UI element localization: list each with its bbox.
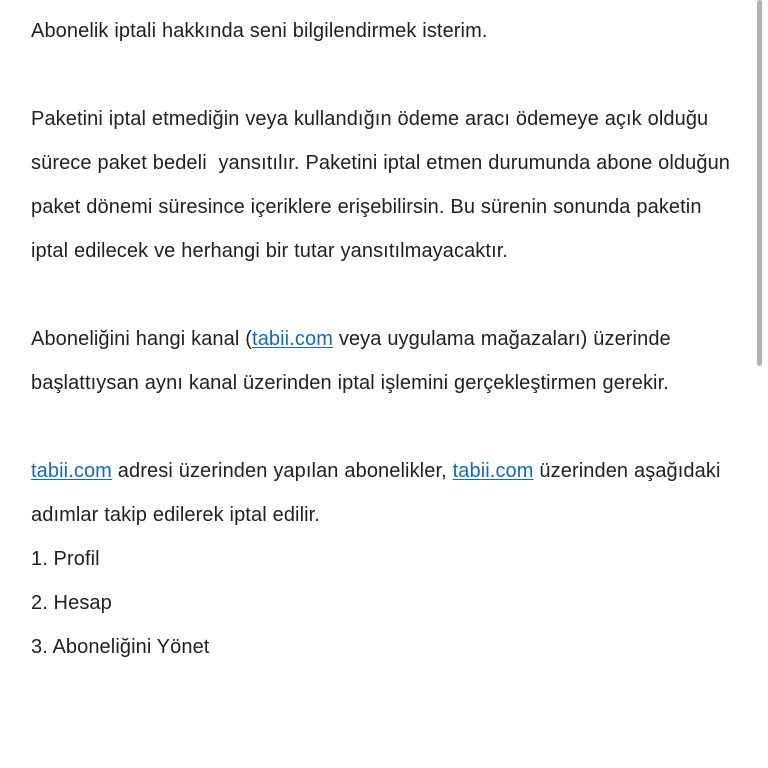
paragraph-billing-info: Paketini iptal etmediğin veya kullandığın ödeme aracı ödemeye açık olduğu sürece paket bedeli yansıtılır. Paketini iptal etmen durumunda abone olduğun paket dönemi süresince içeriklere erişebilirsin. Bu sürenin sonunda paketin iptal edilecek ve herhangi bir tutar yansıtılmayacaktır. bbox=[31, 108, 736, 262]
paragraph-web-cancel-intro: tabii.com adresi üzerinden yapılan abonelikler, tabii.com üzerinden aşağıdaki adımlar takip edilerek iptal edilir. bbox=[31, 460, 727, 526]
cancellation-steps-list bbox=[31, 537, 735, 669]
step-label: Profil bbox=[53, 548, 100, 570]
paragraph-channel-info: Aboneliğini hangi kanal (tabii.com veya uygulama mağazaları) üzerinde başlattıysan aynı kanal üzerinden iptal işlemini gerçekleştirmen gerekir. bbox=[31, 328, 677, 394]
cancellation-step-item bbox=[31, 581, 735, 625]
scrollbar-thumb[interactable] bbox=[757, 0, 762, 366]
step-number: 3. bbox=[31, 636, 53, 658]
paragraph-intro: Abonelik iptali hakkında seni bilgilendirmek isterim. bbox=[31, 20, 488, 42]
tabii-com-link[interactable]: tabii.com bbox=[252, 328, 333, 350]
step-number: 2. bbox=[31, 592, 54, 614]
step-label: Aboneliğini Yönet bbox=[52, 636, 210, 658]
cancellation-step-item bbox=[31, 537, 735, 581]
tabii-com-link[interactable]: tabii.com bbox=[31, 460, 112, 482]
step-label: Hesap bbox=[53, 592, 112, 614]
tabii-com-link[interactable]: tabii.com bbox=[452, 460, 534, 482]
step-number: 1. bbox=[31, 548, 54, 570]
cancellation-step-item bbox=[31, 625, 735, 669]
